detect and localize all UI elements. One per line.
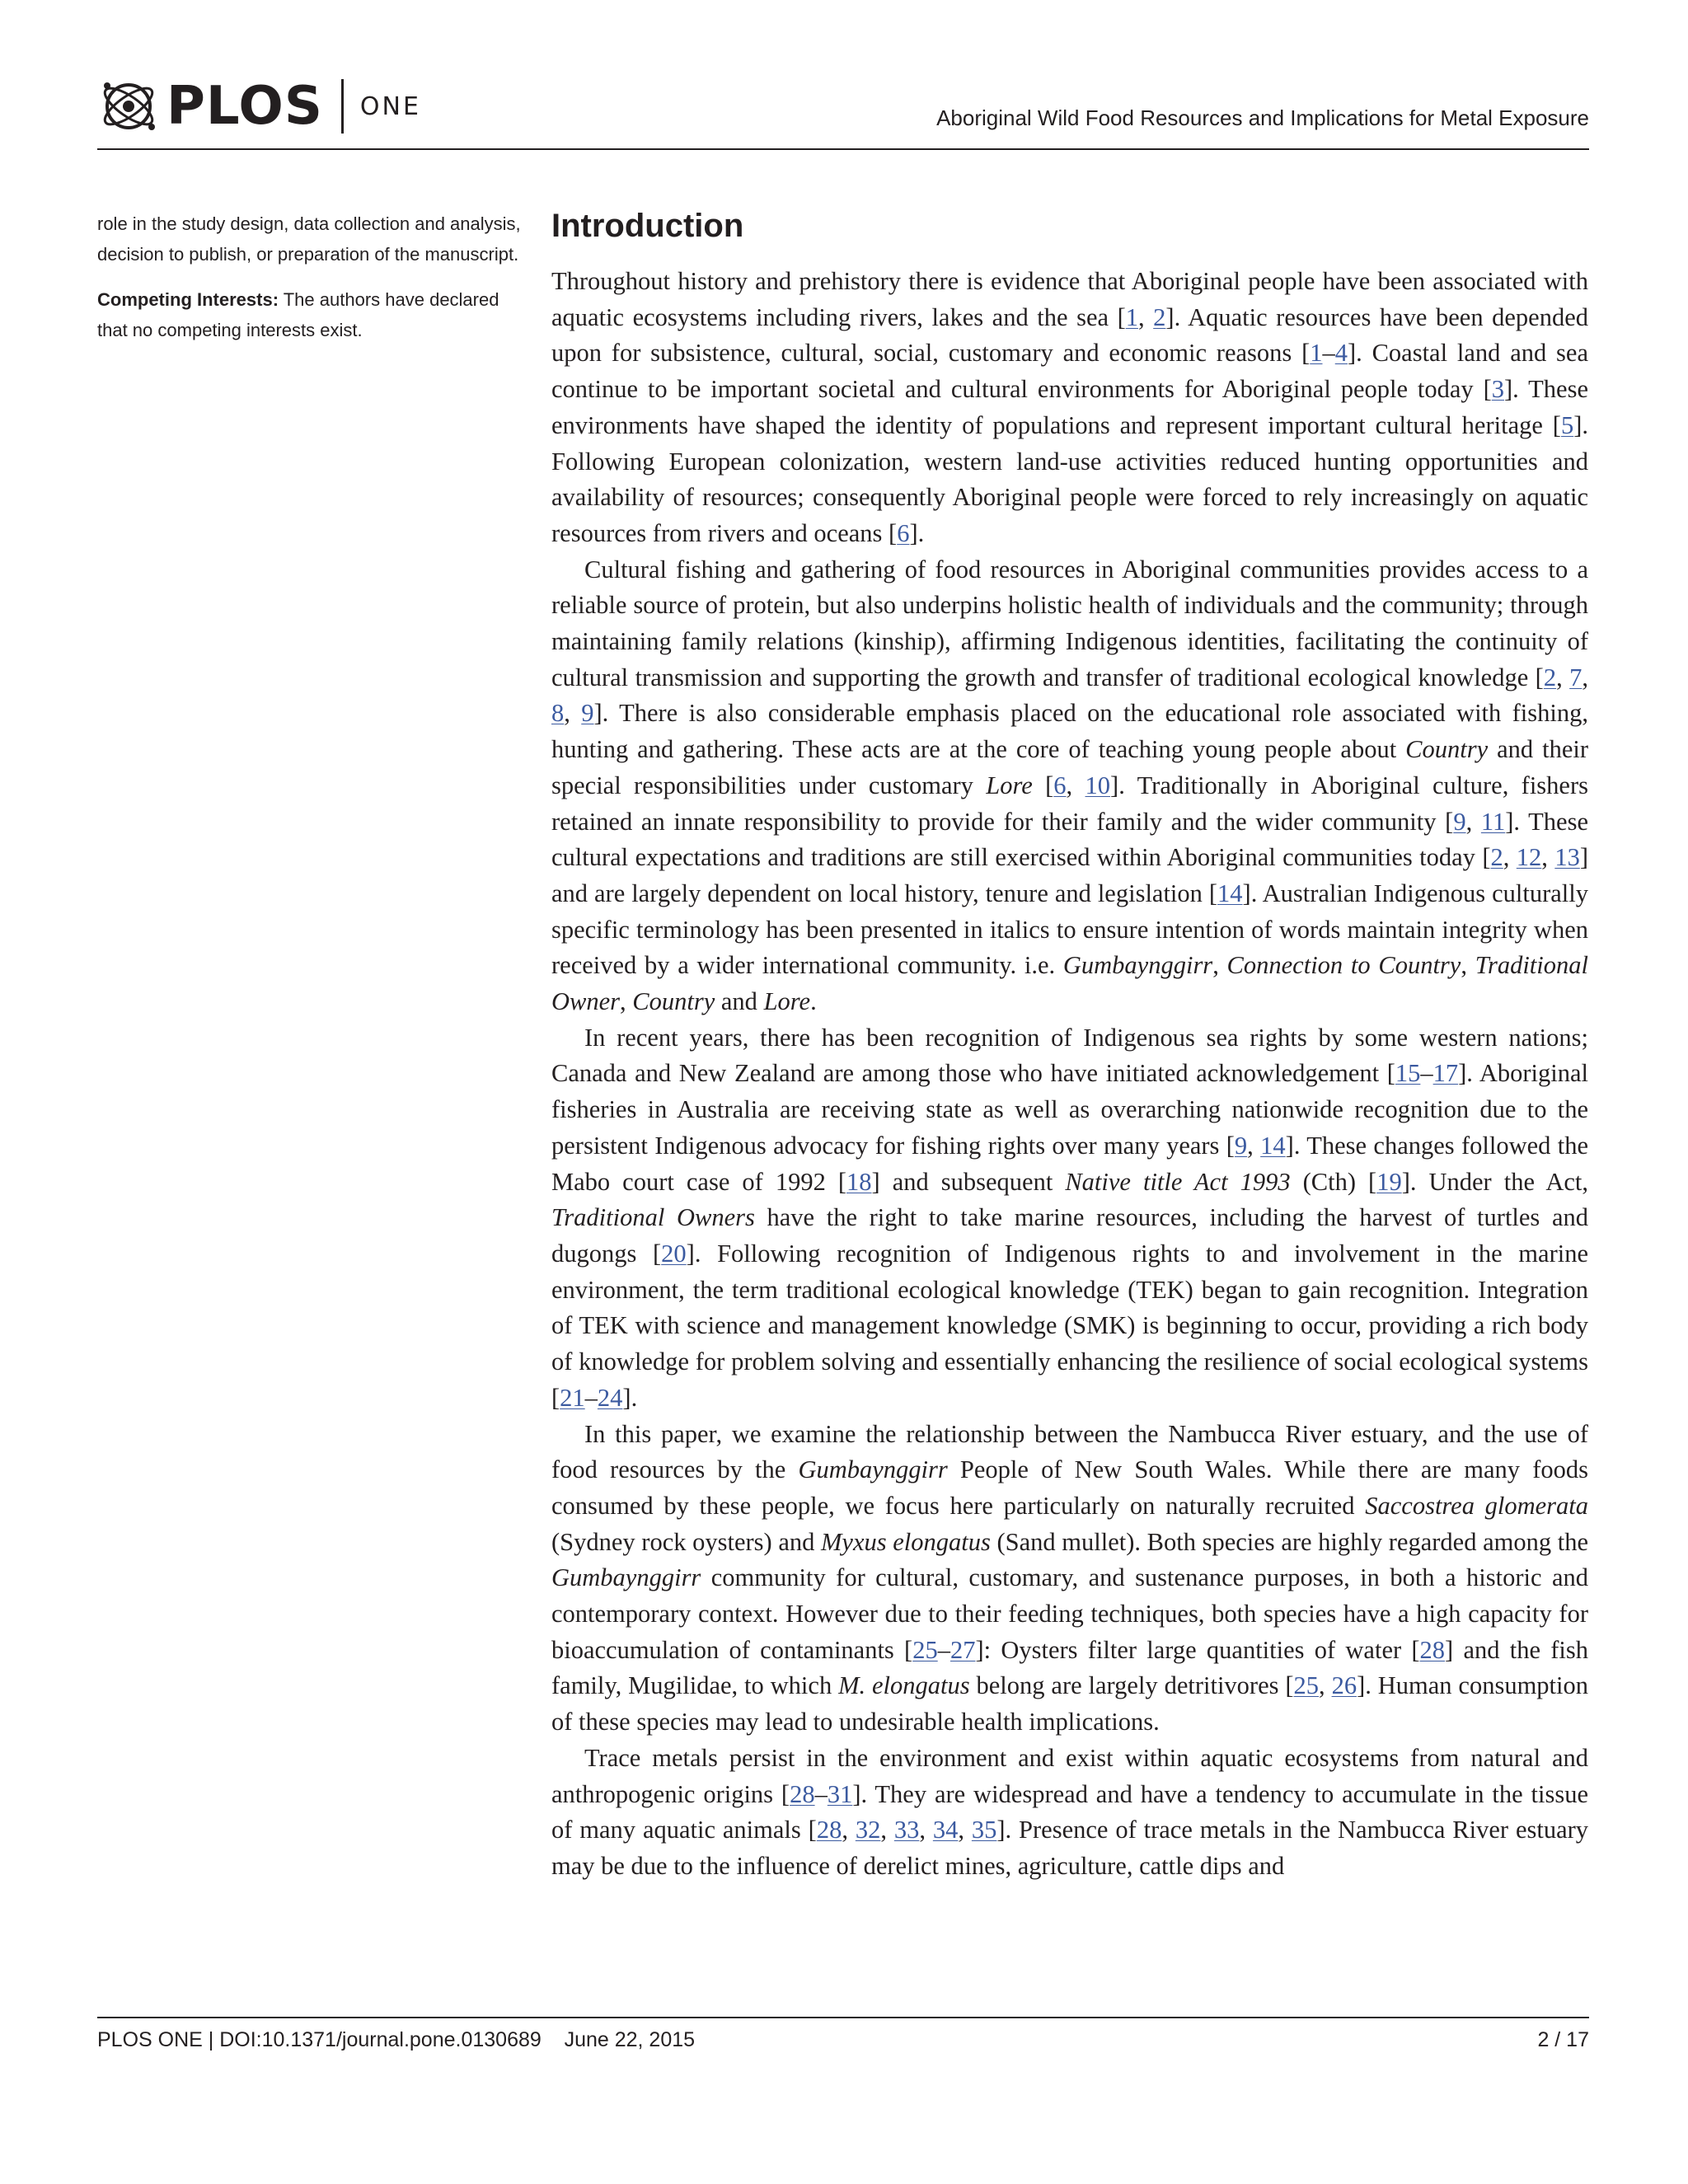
- text-run: Throughout history and prehistory there is evidence that Aboriginal people have been associated with aquatic ecosystems including rivers, lakes and the sea [: [551, 267, 1588, 331]
- text-run: Trace metals persist in the environment and exist within aquatic ecosystems from natural and anthropogenic origins [: [551, 1743, 1588, 1808]
- citation-link[interactable]: 15: [1395, 1059, 1421, 1088]
- text-run: ]. They are widespread and have a tendency to accumulate in the tissue of many aquatic animals [: [551, 1779, 1588, 1844]
- logo-divider: [341, 79, 344, 134]
- citation-link[interactable]: 28: [816, 1816, 842, 1844]
- italic-term: M. elongatus: [838, 1671, 970, 1700]
- citation-link[interactable]: 9: [1453, 807, 1466, 836]
- citation-link[interactable]: 17: [1432, 1059, 1459, 1088]
- citation-link[interactable]: 21: [560, 1383, 585, 1412]
- italic-term: Country: [632, 987, 715, 1016]
- text-run: –: [1322, 339, 1335, 368]
- text-run: ,: [620, 987, 633, 1016]
- text-run: ]. Coastal land and sea continue to be important societal and cultural environments for Aboriginal people today [: [551, 339, 1588, 404]
- article-body: [551, 204, 1588, 1885]
- citation-link[interactable]: 25: [912, 1635, 938, 1664]
- plos-one-logo[interactable]: [97, 77, 421, 135]
- text-run: ,: [1582, 663, 1588, 691]
- italic-term: Myxus elongatus: [821, 1527, 991, 1556]
- text-run: –: [584, 1383, 598, 1412]
- footer-rule: [97, 2017, 1589, 2018]
- text-run: In this paper, we examine the relationship between the Nambucca River estuary, and the use of food resources by the: [551, 1419, 1588, 1484]
- text-run: and: [715, 987, 764, 1016]
- text-run: ]: Oysters filter large quantities of water [: [975, 1635, 1420, 1664]
- page-number: 2 / 17: [1537, 2028, 1589, 2051]
- citation-link[interactable]: 31: [827, 1779, 853, 1808]
- text-run: ,: [1461, 951, 1475, 980]
- citation-link[interactable]: 25: [1293, 1671, 1320, 1700]
- text-run: (Sand mullet). Both species are highly regarded among the: [990, 1527, 1588, 1556]
- running-title: Aboriginal Wild Food Resources and Implications for Metal Exposure: [936, 105, 1589, 130]
- text-run: ]. Australian Indigenous culturally specific terminology has been presented in italics to ensure intention of words maintain integrity when received by a wider international community. i.e.: [551, 879, 1588, 980]
- text-run: Cultural fishing and gathering of food resources in Aboriginal communities provides access to a reliable source of protein, but also underpins holistic health of individuals and the community; through maintaining family relations (kinship), affirming Indigenous identities, facilitating the continuity of cultural transmission and supporting the growth and transfer of traditional ecological knowledge [: [551, 555, 1588, 691]
- citation-link[interactable]: 9: [1234, 1131, 1248, 1160]
- text-run: ,: [1319, 1671, 1332, 1700]
- text-run: ] and the fish family, Mugilidae, to which: [551, 1635, 1588, 1700]
- text-run: ,: [1212, 951, 1227, 980]
- citation-link[interactable]: 9: [581, 699, 594, 728]
- text-run: ]. Following European colonization, western land-use activities reduced hunting opportunities and availability of resources; consequently Aboriginal people were forced to rely increasingly on aquatic resources from rivers and oceans [: [551, 410, 1588, 547]
- funding-statement: role in the study design, data collection and analysis, decision to publish, or preparation of the manuscript.: [97, 213, 521, 265]
- text-run: ] and are largely dependent on local history, tenure and legislation [: [551, 843, 1589, 907]
- text-run: ,: [919, 1816, 933, 1844]
- italic-term: Gumbaynggirr: [1062, 951, 1213, 980]
- citation-link[interactable]: 4: [1334, 339, 1348, 368]
- body-paragraph: [551, 1020, 1588, 1417]
- text-run: ].: [909, 518, 925, 547]
- citation-link[interactable]: 32: [855, 1816, 881, 1844]
- text-run: community for cultural, customary, and sustenance purposes, in both a historic and contemporary context. However due to their feeding techniques, both species have a high capacity for bioaccumulation of contaminants [: [551, 1563, 1588, 1664]
- text-run: ,: [564, 699, 582, 728]
- citation-link[interactable]: 18: [846, 1167, 872, 1196]
- text-run: ,: [1137, 302, 1154, 331]
- text-run: ,: [1066, 771, 1085, 799]
- text-run: ].: [622, 1383, 638, 1412]
- citation-link[interactable]: 8: [551, 699, 565, 728]
- text-run: ,: [880, 1816, 894, 1844]
- italic-term: Gumbaynggirr: [551, 1563, 701, 1592]
- header-rule: [97, 148, 1589, 150]
- citation-link[interactable]: 14: [1260, 1131, 1286, 1160]
- body-paragraph: [551, 1741, 1588, 1885]
- italic-term: Gumbaynggirr: [798, 1455, 948, 1484]
- text-run: [: [1032, 771, 1054, 799]
- plos-globe-icon: [97, 76, 163, 137]
- text-run: ]. Presence of trace metals in the Nambucca River estuary may be due to the influence of derelict mines, agriculture, cattle dips and: [551, 1816, 1589, 1880]
- italic-term: Connection to Country: [1226, 951, 1461, 980]
- text-run: ,: [1556, 663, 1570, 691]
- citation-link[interactable]: 19: [1376, 1167, 1402, 1196]
- text-run: –: [1420, 1059, 1433, 1088]
- italic-term: Saccostrea glomerata: [1365, 1491, 1589, 1520]
- citation-link[interactable]: 2: [1543, 663, 1557, 691]
- text-run: ,: [1465, 807, 1481, 836]
- logo-journal-name: ONE: [359, 91, 421, 121]
- citation-link[interactable]: 2: [1153, 302, 1166, 331]
- citation-link[interactable]: 35: [971, 1816, 997, 1844]
- citation-link[interactable]: 11: [1480, 807, 1506, 836]
- text-run: ]. These environments have shaped the identity of populations and represent important cultural heritage [: [551, 375, 1588, 439]
- paragraphs: [551, 264, 1588, 1885]
- citation-link[interactable]: 10: [1085, 771, 1111, 799]
- text-run: ]. Traditionally in Aboriginal culture, fishers retained an innate responsibility to provide for their family and the wider community [: [551, 771, 1588, 836]
- citation-link[interactable]: 5: [1560, 410, 1574, 439]
- italic-term: Country: [1405, 735, 1489, 764]
- text-run: (Cth) [: [1290, 1167, 1377, 1196]
- italic-term: Native title Act 1993: [1065, 1167, 1291, 1196]
- text-run: ]. Under the Act,: [1401, 1167, 1589, 1196]
- text-run: ]. There is also considerable emphasis placed on the educational role associated with fishing, hunting and gathering. These acts are at the core of teaching young people about: [551, 699, 1588, 764]
- text-run: ,: [958, 1816, 972, 1844]
- citation-link[interactable]: 7: [1569, 663, 1582, 691]
- citation-link[interactable]: 12: [1516, 843, 1542, 872]
- text-run: –: [937, 1635, 950, 1664]
- competing-interests-text: The authors have declared that no competing interests exist.: [97, 289, 499, 340]
- citation-link[interactable]: 24: [597, 1383, 623, 1412]
- citation-link[interactable]: 1: [1310, 339, 1323, 368]
- citation-link[interactable]: 20: [661, 1239, 687, 1268]
- citation-link[interactable]: 33: [893, 1816, 920, 1844]
- section-heading: Introduction: [551, 208, 744, 244]
- text-run: ]. These changes followed the Mabo court case of 1992 [: [551, 1131, 1589, 1196]
- competing-interests: [97, 284, 526, 345]
- text-run: ,: [1503, 843, 1517, 872]
- citation-link[interactable]: 3: [1491, 375, 1505, 404]
- sidebar: [97, 209, 526, 360]
- body-paragraph: [551, 264, 1588, 552]
- text-run: (Sydney rock oysters) and: [551, 1527, 822, 1556]
- page-header: [97, 77, 1589, 152]
- text-run: ]. Human consumption of these species may lead to undesirable health implications.: [551, 1671, 1588, 1736]
- citation-link[interactable]: 2: [1490, 843, 1503, 872]
- text-run: ,: [842, 1816, 856, 1844]
- text-run: ] and subsequent: [871, 1167, 1066, 1196]
- competing-interests-label: Competing Interests:: [97, 289, 279, 310]
- text-run: have the right to take marine resources, including the harvest of turtles and dugongs [: [551, 1203, 1588, 1268]
- text-run: and their special responsibilities under customary: [551, 735, 1588, 799]
- citation-link[interactable]: 13: [1554, 843, 1580, 872]
- text-run: In recent years, there has been recognition of Indigenous sea rights by some western nations; Canada and New Zealand are among those who have initiated acknowledgement [: [551, 1023, 1588, 1088]
- citation-link[interactable]: 14: [1217, 879, 1243, 907]
- italic-term: Traditional Owner: [551, 951, 1588, 1016]
- citation-link[interactable]: 6: [1053, 771, 1067, 799]
- body-paragraph: [551, 552, 1588, 1020]
- body-paragraph: [551, 1417, 1588, 1741]
- citation-link[interactable]: 1: [1125, 302, 1138, 331]
- citation-link[interactable]: 28: [790, 1779, 815, 1808]
- text-run: ]. These cultural expectations and traditions are still exercised within Aboriginal communities today [: [551, 807, 1588, 872]
- italic-term: Lore: [763, 987, 811, 1016]
- text-run: ]. Aboriginal fisheries in Australia are receiving state as well as overarching nationwide recognition due to the persistent Indigenous advocacy for fishing rights over many years [: [551, 1059, 1588, 1160]
- citation-link[interactable]: 28: [1419, 1635, 1446, 1664]
- text-run: People of New South Wales. While there are many foods consumed by these people, we focus here particularly on naturally recruited: [551, 1455, 1588, 1520]
- text-run: ,: [1541, 843, 1555, 872]
- italic-term: Lore: [986, 771, 1033, 799]
- citation-link[interactable]: 34: [932, 1816, 959, 1844]
- text-run: –: [814, 1779, 828, 1808]
- citation-link[interactable]: 26: [1331, 1671, 1357, 1700]
- text-run: ]. Aquatic resources have been depended upon for subsistence, cultural, social, customary and economic reasons [: [551, 302, 1589, 368]
- text-run: ]. Following recognition of Indigenous rights to and involvement in the marine environment, the term traditional ecological knowledge (TEK) began to gain recognition. Integration of TEK with science and management knowledge (SMK) is beginning to occur, providing a rich body of knowledge for problem solving and essentially enhancing the resilience of social ecological systems [: [551, 1239, 1588, 1412]
- text-run: .: [810, 987, 817, 1016]
- text-run: ,: [1247, 1131, 1261, 1160]
- logo-wordmark: PLOS: [166, 76, 323, 137]
- text-run: belong are largely detritivores [: [969, 1671, 1294, 1700]
- citation-link[interactable]: 6: [897, 518, 910, 547]
- citation-link[interactable]: 27: [950, 1635, 976, 1664]
- footer-citation: PLOS ONE | DOI:10.1371/journal.pone.0130689 June 22, 2015: [97, 2028, 696, 2051]
- italic-term: Traditional Owners: [551, 1203, 755, 1232]
